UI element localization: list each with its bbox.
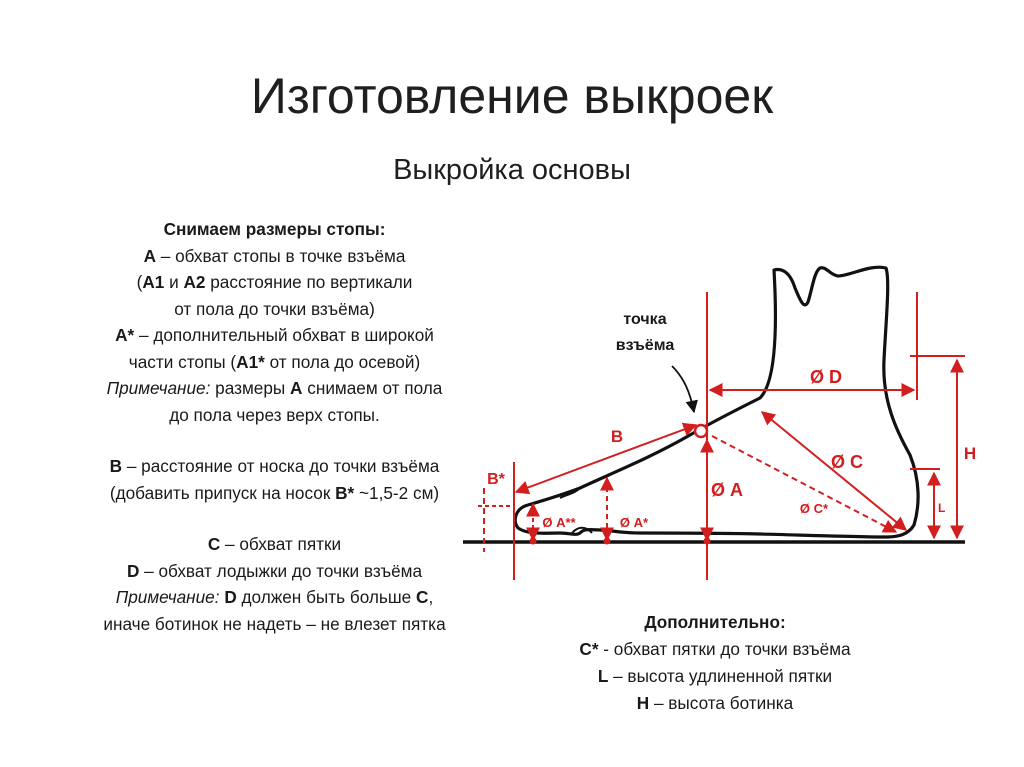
note-d-line: Примечание: D должен быть больше С, [115, 587, 434, 607]
c-label: Ø С [830, 452, 864, 472]
note-a-line2: до пола через верх стопы. [169, 404, 380, 425]
measure-d-line: D – обхват лодыжки до точки взъёма [126, 560, 423, 581]
instep-point-marker [695, 425, 707, 437]
b-label: В [610, 427, 624, 446]
page-title: Изготовление выкроек [250, 68, 774, 124]
measure-h-line: Н – высота ботинка [636, 693, 794, 713]
note-d-line2: иначе ботинок не надеть – не влезет пятка [103, 613, 446, 634]
measure-c-line: С – обхват пятки [207, 534, 342, 554]
instep-pointer-arrow [672, 366, 694, 412]
a-label: Ø А [710, 480, 744, 500]
floor-dot-astar2 [530, 538, 537, 545]
floor-dot-a [704, 538, 711, 545]
measure-b-line2: (добавить припуск на носок В* ~1,5-2 см) [109, 482, 440, 503]
measurements-heading: Снимаем размеры стопы: [163, 219, 386, 239]
h-label: Н [963, 444, 977, 463]
bstar-label: В* [487, 471, 505, 488]
instep-label-line1: точка [623, 311, 667, 328]
page-subtitle: Выкройка основы [393, 154, 631, 186]
measure-cstar-line: С* - обхват пятки до точки взъёма [579, 639, 851, 659]
d-label: Ø D [809, 367, 843, 387]
measure-b-line: В – расстояние от носка до точки взъёма [109, 456, 440, 476]
measure-astar-line2: части стопы (А1* от пола до осевой) [128, 351, 421, 372]
astar2-label: Ø А** [542, 515, 576, 530]
cstar-label: Ø С* [799, 501, 829, 516]
instep-label-line2: взъёма [615, 337, 675, 354]
measure-astar-line: А* – дополнительный обхват в широкой [115, 325, 434, 345]
floor-dot-astar [604, 538, 611, 545]
l-label: L [938, 501, 946, 515]
astar-label: Ø А* [619, 515, 649, 530]
measure-a1a2-line: (А1 и А2 расстояние по вертикали [136, 272, 413, 292]
measure-l-line: L – высота удлиненной пятки [597, 666, 833, 686]
additional-heading: Дополнительно: [644, 612, 786, 632]
note-a-line: Примечание: размеры А снимаем от пола [106, 378, 443, 398]
measure-a1a2-line2: от пола до точки взъёма) [174, 298, 375, 319]
measure-a-line: А – обхват стопы в точке взъёма [143, 245, 406, 266]
